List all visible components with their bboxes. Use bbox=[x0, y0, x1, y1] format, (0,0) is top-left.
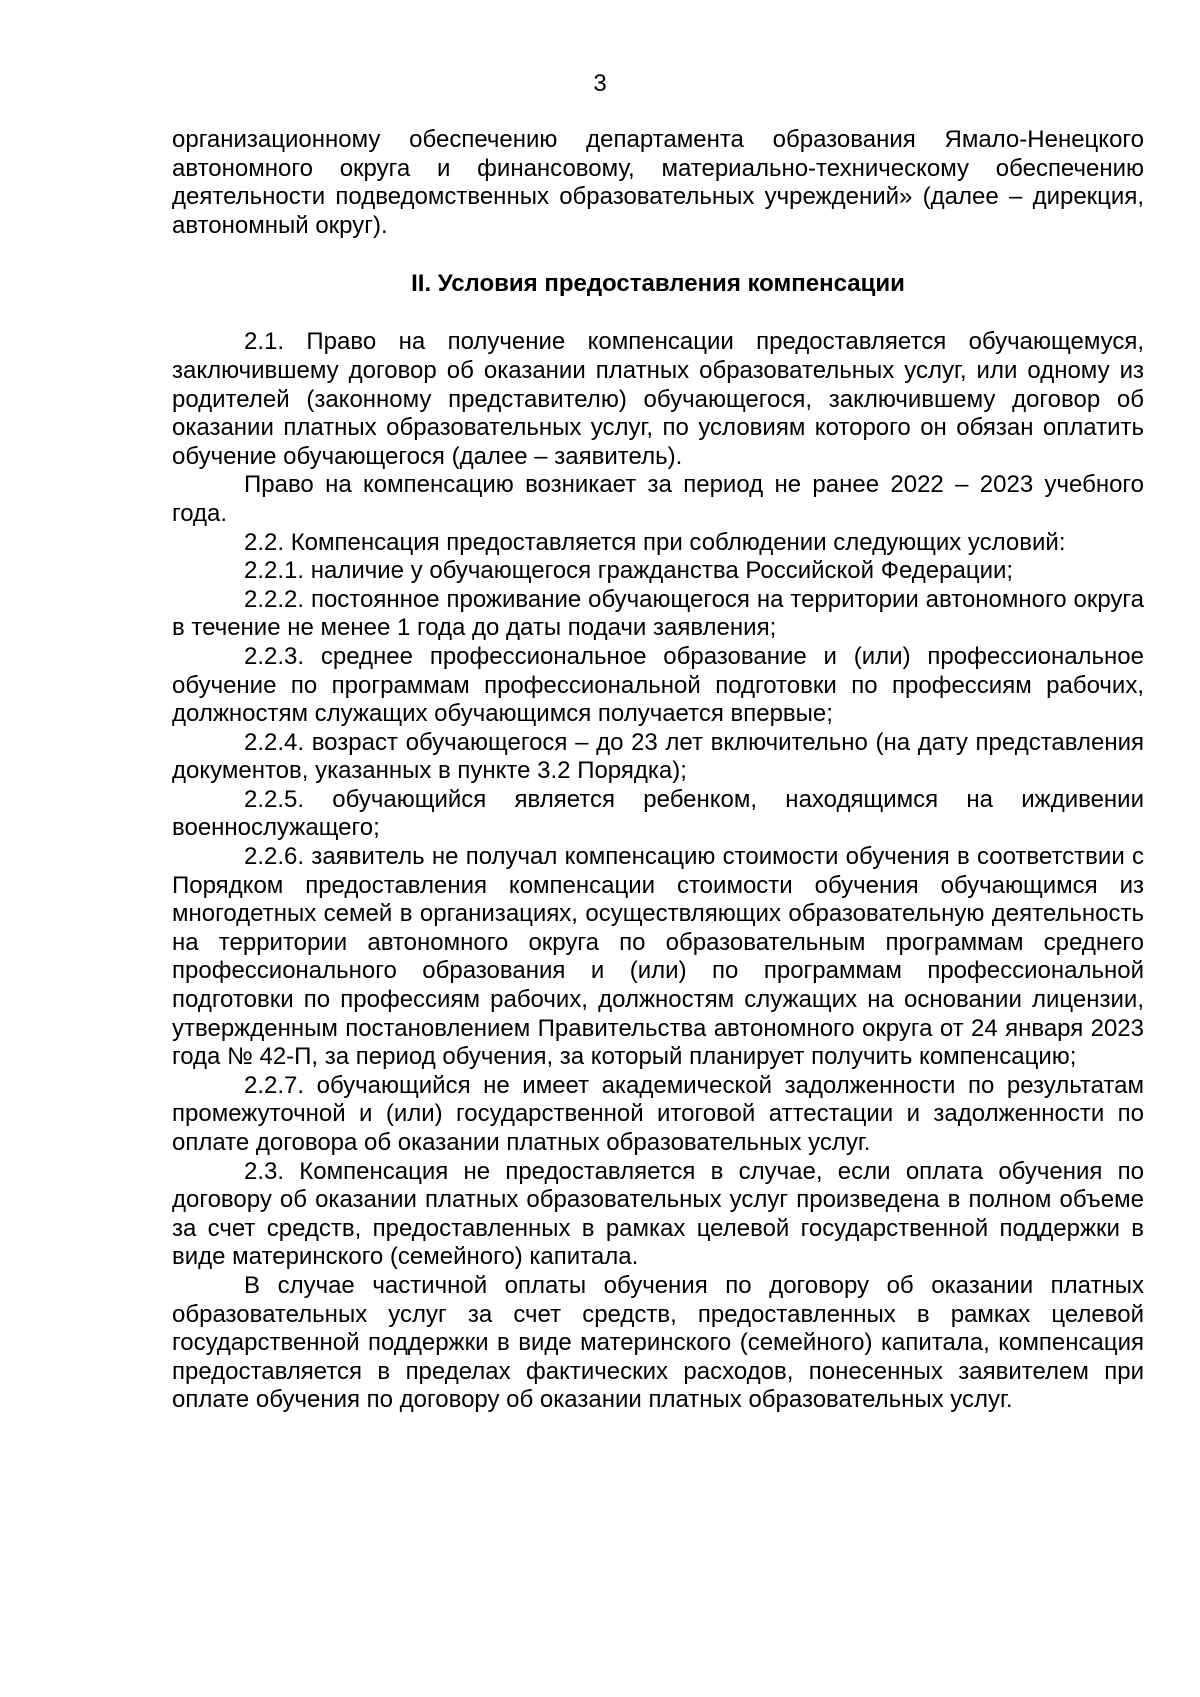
paragraph-2-2-3: 2.2.3. среднее профессиональное образование и (или) профессиональное обучение по программам профессиональной подготовки по профессиям рабочих, должностям служащих обучающимся получается впервые; bbox=[172, 642, 1144, 728]
section-heading: II. Условия предоставления компенсации bbox=[411, 270, 905, 298]
page-number: 3 bbox=[593, 70, 607, 97]
paragraph-2-2-5: 2.2.5. обучающийся является ребенком, находящимся на иждивении военнослужащего; bbox=[172, 785, 1144, 842]
intro-paragraph: организационному обеспечению департамента образования Ямало-Ненецкого автономного округа и финансовому, материально-техническому обеспечению деятельности подведомственных образовательных учреждений» (далее – дирекция, автономный округ). bbox=[172, 126, 1144, 239]
paragraph-2-2-1: 2.2.1. наличие у обучающегося гражданства Российской Федерации; bbox=[244, 557, 1014, 585]
paragraph-2-2-2: 2.2.2. постоянное проживание обучающегося на территории автономного округа в течение не менее 1 года до даты подачи заявления; bbox=[172, 585, 1144, 642]
paragraph-2-3: 2.3. Компенсация не предоставляется в случае, если оплата обучения по договору об оказании платных образовательных услуг произведена в полном объеме за счет средств, предоставленных в рамках целевой государственной поддержки в виде материнского (семейного) капитала. bbox=[172, 1157, 1144, 1271]
paragraph-2-2-4: 2.2.4. возраст обучающегося – до 23 лет включительно (на дату представления документов, указанных в пункте 3.2 Порядка); bbox=[172, 728, 1144, 785]
paragraph-2-1: 2.1. Право на получение компенсации предоставляется обучающемуся, заключившему договор об оказании платных образовательных услуг, или одному из родителей (законному представителю) обучающегося, заключившему договор об оказании платных образовательных услуг, по условиям которого он обязан оплатить обучение обучающегося (далее – заявитель). bbox=[172, 328, 1144, 470]
paragraph-partial-payment: В случае частичной оплаты обучения по договору об оказании платных образовательных услуг за счет средств, предоставленных в рамках целевой государственной поддержки в виде материнского (семейного) капитала, компенсация предоставляется в пределах фактических расходов, понесенных заявителем при оплате обучения по договору об оказании платных образовательных услуг. bbox=[172, 1271, 1144, 1414]
paragraph-compensation-period: Право на компенсацию возникает за период не ранее 2022 – 2023 учебного года. bbox=[172, 471, 1144, 527]
paragraph-2-2-6: 2.2.6. заявитель не получал компенсацию стоимости обучения в соответствии с Порядком предоставления компенсации стоимости обучения обучающимся из многодетных семей в организациях, осуществляющих образовательную деятельность на территории автономного округа по образовательным программам среднего профессионального образования и (или) по программам профессиональной подготовки по профессиям рабочих, должностям служащих на основании лицензии, утвержденным постановлением Правительства автономного округа от 24 января 2023 года № 42-П, за период обучения, за который планирует получить компенсацию; bbox=[172, 843, 1144, 1071]
paragraph-2-2-7: 2.2.7. обучающийся не имеет академической задолженности по результатам промежуточной и (или) государственной итоговой аттестации и задолженности по оплате договора об оказании платных образовательных услуг. bbox=[172, 1071, 1144, 1156]
paragraph-2-2: 2.2. Компенсация предоставляется при соблюдении следующих условий: bbox=[244, 528, 1066, 556]
document-body bbox=[172, 126, 1144, 1415]
